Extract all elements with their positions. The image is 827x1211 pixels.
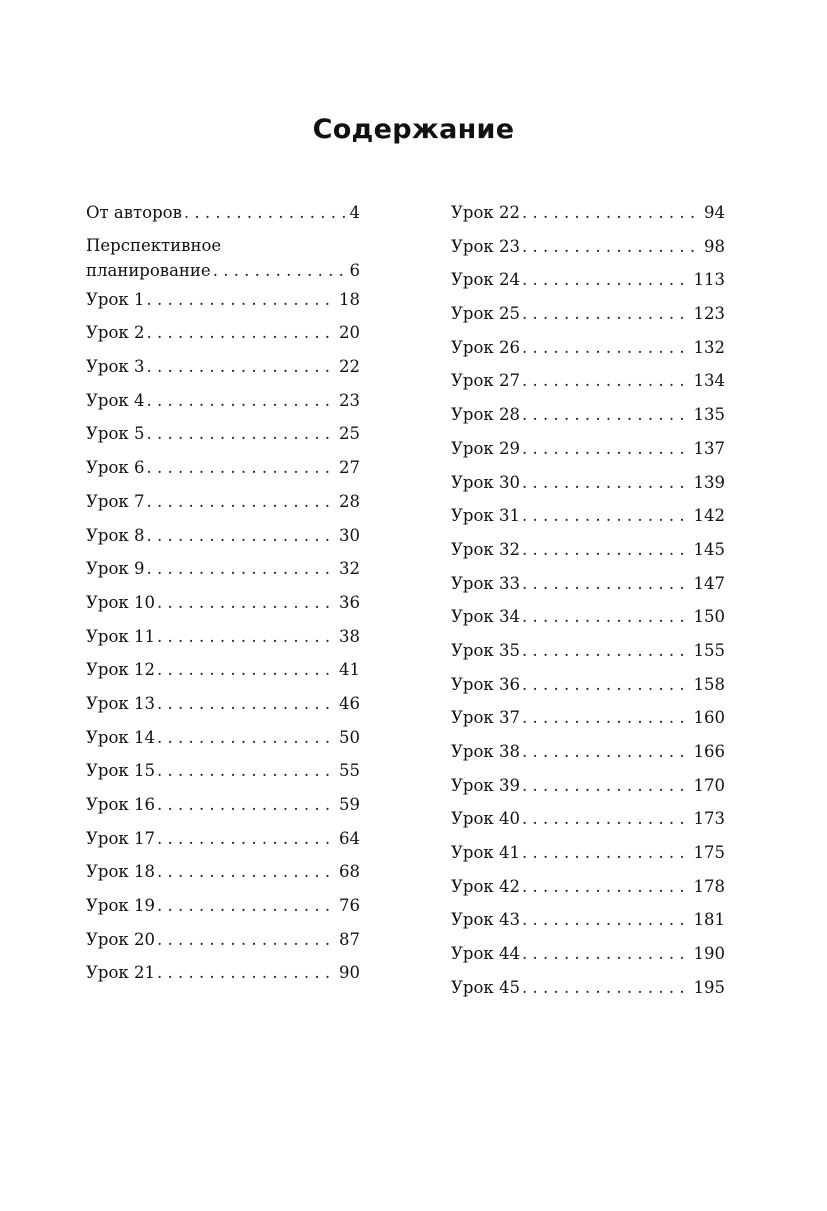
toc-entry-label: Урок 43 — [451, 910, 520, 930]
toc-entry-page-number: 190 — [693, 944, 725, 964]
toc-entry-page-number: 18 — [339, 289, 360, 309]
dot-leader — [157, 691, 335, 717]
toc-entry[interactable] — [451, 806, 725, 840]
toc-entry-page-number: 4 — [349, 203, 360, 222]
toc-entry-label: Урок 23 — [451, 236, 520, 256]
dot-leader — [146, 421, 335, 447]
toc-entry-label: Урок 1 — [86, 289, 145, 309]
toc-entry-label: Урок 38 — [451, 742, 520, 761]
toc-entry[interactable] — [86, 691, 360, 725]
toc-entry-label: Урок 30 — [451, 472, 520, 492]
toc-entry[interactable] — [451, 773, 725, 807]
toc-entry[interactable] — [451, 537, 725, 571]
dot-leader — [157, 893, 335, 919]
toc-entry-label: Урок 29 — [451, 438, 520, 458]
dot-leader — [213, 258, 346, 284]
toc-entry[interactable] — [451, 234, 725, 268]
toc-entry-label: Урок 8 — [86, 525, 145, 545]
toc-entry-page-number: 46 — [339, 693, 360, 713]
dot-leader — [157, 859, 335, 885]
toc-entry-page-number: 175 — [693, 843, 725, 863]
dot-leader — [157, 758, 335, 784]
toc-entry[interactable] — [86, 523, 360, 557]
toc-entry[interactable] — [86, 657, 360, 691]
toc-entry-label: Урок 20 — [86, 929, 155, 949]
toc-entry[interactable] — [451, 368, 725, 402]
dot-leader — [146, 489, 335, 515]
toc-entry[interactable] — [86, 421, 360, 455]
dot-leader — [157, 826, 335, 852]
page-title: Содержание — [312, 114, 515, 145]
toc-entry-page-number: 173 — [693, 809, 725, 829]
toc-entry-label: Урок 22 — [451, 203, 520, 222]
dot-leader — [522, 503, 690, 529]
toc-entry[interactable] — [86, 287, 360, 321]
toc-entry-label: Урок 41 — [451, 843, 520, 863]
toc-entry-label: Урок 34 — [451, 607, 520, 627]
dot-leader — [522, 874, 690, 900]
toc-entry-page-number: 155 — [693, 640, 725, 660]
toc-entry-label: планирование — [86, 260, 211, 280]
dot-leader — [146, 320, 335, 346]
toc-entry-label: Урок 28 — [451, 405, 520, 425]
toc-entry-label: Урок 5 — [86, 424, 145, 444]
toc-entry-label: Урок 21 — [86, 963, 155, 983]
toc-entry[interactable] — [86, 354, 360, 388]
dot-leader — [522, 705, 690, 731]
dot-leader — [157, 960, 335, 986]
toc-entry-label: Урок 6 — [86, 458, 145, 478]
toc-entry[interactable] — [451, 200, 725, 234]
toc-entry[interactable] — [86, 624, 360, 658]
toc-entry-page-number: 90 — [339, 963, 360, 983]
toc-column-right — [451, 200, 725, 1009]
toc-entry-page-number: 170 — [693, 775, 725, 795]
dot-leader — [522, 806, 690, 832]
toc-entry-page-number: 134 — [693, 371, 725, 391]
toc-entry[interactable] — [451, 638, 725, 672]
toc-entry-label: Урок 16 — [86, 795, 155, 814]
toc-entry[interactable] — [86, 234, 360, 287]
dot-leader — [146, 287, 335, 313]
toc-entry-page-number: 195 — [693, 977, 725, 997]
toc-entry-page-number: 41 — [339, 660, 360, 680]
toc-entry[interactable] — [451, 672, 725, 706]
dot-leader — [184, 200, 346, 226]
dot-leader — [522, 672, 690, 698]
dot-leader — [146, 556, 335, 582]
toc-entry-page-number: 123 — [693, 304, 725, 324]
dot-leader — [157, 927, 335, 953]
toc-entry-page-number: 113 — [693, 270, 725, 290]
toc-entry-page-number: 94 — [704, 203, 725, 222]
toc-entry[interactable] — [86, 927, 360, 961]
toc-entry-page-number: 68 — [339, 862, 360, 882]
toc-entry-page-number: 160 — [693, 708, 725, 728]
dot-leader — [157, 590, 335, 616]
toc-entry[interactable] — [451, 705, 725, 739]
toc-entry-label: Урок 36 — [451, 674, 520, 694]
toc-entry-page-number: 36 — [339, 592, 360, 612]
toc-entry-page-number: 181 — [693, 910, 725, 930]
toc-entry[interactable] — [86, 455, 360, 489]
toc-entry-page-number: 98 — [704, 236, 725, 256]
toc-entry[interactable] — [86, 489, 360, 523]
toc-entry-page-number: 23 — [339, 390, 360, 410]
dot-leader — [157, 657, 335, 683]
toc-entry-page-number: 76 — [339, 896, 360, 916]
toc-entry-page-number: 64 — [339, 828, 360, 848]
toc-entry-label: Урок 33 — [451, 573, 520, 593]
toc-entry[interactable] — [451, 571, 725, 605]
toc-entry-page-number: 30 — [339, 525, 360, 545]
dot-leader — [522, 571, 690, 597]
toc-entry-label: Урок 4 — [86, 390, 145, 410]
toc-entry-page-number: 166 — [693, 742, 725, 761]
toc-entry-page-number: 87 — [339, 929, 360, 949]
toc-entry-page-number: 22 — [339, 357, 360, 377]
dot-leader — [157, 792, 335, 818]
toc-entry[interactable] — [86, 893, 360, 927]
dot-leader — [522, 368, 690, 394]
toc-entry-label: Урок 10 — [86, 592, 155, 612]
toc-column-left — [86, 200, 360, 994]
toc-entry-label: Урок 25 — [451, 304, 520, 324]
toc-entry[interactable] — [86, 320, 360, 354]
dot-leader — [522, 200, 700, 226]
dot-leader — [522, 840, 690, 866]
toc-entry-page-number: 6 — [349, 260, 360, 280]
dot-leader — [522, 335, 690, 361]
dot-leader — [522, 537, 690, 563]
toc-entry-page-number: 27 — [339, 458, 360, 478]
toc-entry-label: Урок 40 — [451, 809, 520, 829]
toc-entry-label: Урок 31 — [451, 506, 520, 526]
toc-entry-page-number: 38 — [339, 626, 360, 646]
toc-entry-label: Урок 44 — [451, 944, 520, 964]
toc-entry-label: От авторов — [86, 203, 182, 222]
toc-entry-page-number: 50 — [339, 727, 360, 747]
dot-leader — [522, 941, 690, 967]
toc-entry[interactable] — [86, 200, 360, 234]
toc-entry[interactable] — [451, 470, 725, 504]
toc-entry-label: Урок 42 — [451, 876, 520, 896]
dot-leader — [146, 523, 335, 549]
toc-entry[interactable] — [451, 739, 725, 773]
dot-leader — [522, 470, 690, 496]
toc-entry[interactable] — [86, 590, 360, 624]
dot-leader — [157, 725, 335, 751]
toc-entry[interactable] — [86, 725, 360, 759]
toc-entry-page-number: 135 — [693, 405, 725, 425]
toc-entry-label: Урок 32 — [451, 539, 520, 559]
toc-entry[interactable] — [451, 874, 725, 908]
toc-entry[interactable] — [86, 960, 360, 994]
toc-entry[interactable] — [86, 758, 360, 792]
dot-leader — [522, 436, 690, 462]
toc-entry-label: Урок 11 — [86, 626, 155, 646]
toc-entry-label: Урок 12 — [86, 660, 155, 680]
toc-entry[interactable] — [451, 503, 725, 537]
toc-entry-label: Урок 3 — [86, 357, 145, 377]
toc-entry[interactable] — [451, 402, 725, 436]
dot-leader — [146, 388, 335, 414]
toc-entry-page-number: 59 — [339, 795, 360, 814]
dot-leader — [522, 267, 690, 293]
toc-entry[interactable] — [451, 301, 725, 335]
dot-leader — [522, 773, 690, 799]
toc-entry-page-number: 132 — [693, 337, 725, 357]
toc-entry-label: Урок 7 — [86, 491, 145, 511]
toc-entry[interactable] — [86, 792, 360, 826]
toc-entry[interactable] — [86, 556, 360, 590]
toc-entry-label: Урок 2 — [86, 323, 145, 343]
dot-leader — [157, 624, 335, 650]
toc-entry-page-number: 28 — [339, 491, 360, 511]
dot-leader — [146, 354, 335, 380]
toc-entry-label: Урок 19 — [86, 896, 155, 916]
toc-entry-label: Урок 14 — [86, 727, 155, 747]
dot-leader — [522, 907, 690, 933]
toc-entry[interactable] — [86, 388, 360, 422]
toc-entry-page-number: 32 — [339, 559, 360, 579]
toc-entry-label-line1: Перспективное — [86, 235, 222, 255]
toc-entry-page-number: 178 — [693, 876, 725, 896]
toc-entry-page-number: 150 — [693, 607, 725, 627]
toc-entry-label: Урок 45 — [451, 977, 520, 997]
toc-entry-page-number: 137 — [693, 438, 725, 458]
toc-entry[interactable] — [451, 267, 725, 301]
toc-entry-label: Урок 27 — [451, 371, 520, 391]
dot-leader — [522, 975, 690, 1001]
toc-entry-page-number: 158 — [693, 674, 725, 694]
toc-entry-page-number: 20 — [339, 323, 360, 343]
toc-entry[interactable] — [86, 859, 360, 893]
toc-entry-label: Урок 24 — [451, 270, 520, 290]
dot-leader — [522, 234, 700, 260]
toc-entry-page-number: 139 — [693, 472, 725, 492]
dot-leader — [522, 604, 690, 630]
toc-entry-page-number: 147 — [693, 573, 725, 593]
toc-entry-page-number: 55 — [339, 761, 360, 781]
toc-entry[interactable] — [451, 436, 725, 470]
toc-entry-label: Урок 26 — [451, 337, 520, 357]
toc-entry[interactable] — [451, 335, 725, 369]
toc-entry-label: Урок 9 — [86, 559, 145, 579]
toc-entry-label: Урок 37 — [451, 708, 520, 728]
toc-entry[interactable] — [451, 941, 725, 975]
toc-entry-page-number: 145 — [693, 539, 725, 559]
toc-entry-label: Урок 17 — [86, 828, 155, 848]
dot-leader — [522, 402, 690, 428]
toc-entry-page-number: 142 — [693, 506, 725, 526]
toc-entry-label: Урок 13 — [86, 693, 155, 713]
toc-entry[interactable] — [451, 840, 725, 874]
toc-entry-label: Урок 35 — [451, 640, 520, 660]
dot-leader — [522, 638, 690, 664]
toc-entry[interactable] — [451, 975, 725, 1009]
toc-entry-label: Урок 15 — [86, 761, 155, 781]
toc-entry-page-number: 25 — [339, 424, 360, 444]
toc-entry[interactable] — [451, 604, 725, 638]
toc-entry-label: Урок 18 — [86, 862, 155, 882]
dot-leader — [146, 455, 335, 481]
dot-leader — [522, 739, 690, 765]
toc-entry-label: Урок 39 — [451, 775, 520, 795]
toc-entry[interactable] — [86, 826, 360, 860]
dot-leader — [522, 301, 690, 327]
toc-entry[interactable] — [451, 907, 725, 941]
